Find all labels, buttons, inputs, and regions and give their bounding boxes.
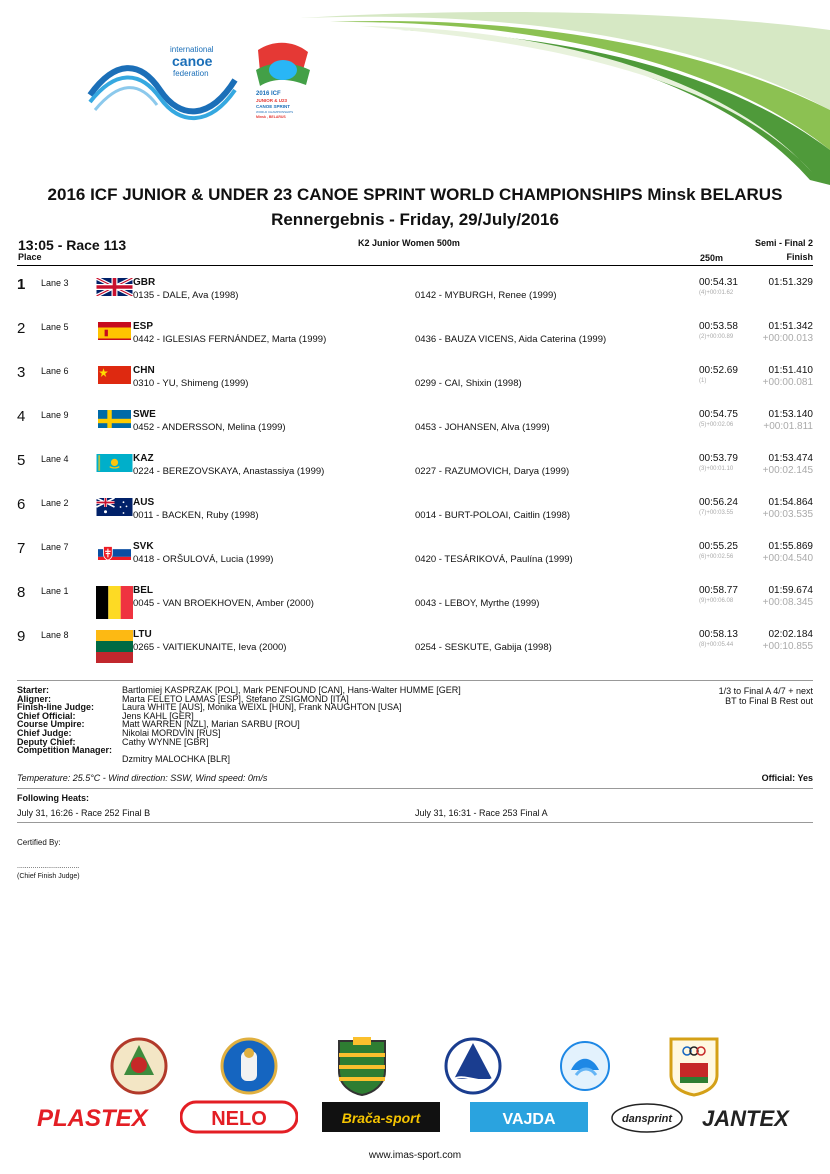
result-time-250m: 00:54.75 [699, 409, 738, 420]
crest-3-icon [333, 1035, 391, 1097]
result-time-250m: 00:52.69 [699, 365, 738, 376]
result-lane: Lane 5 [41, 322, 69, 332]
header-divider [17, 265, 813, 266]
chief-finish-judge-label: (Chief Finish Judge) [17, 873, 80, 880]
result-row [0, 320, 830, 364]
result-athlete-2: 0227 - RAZUMOVICH, Darya (1999) [415, 466, 570, 477]
following-heats-title: Following Heats: [17, 793, 89, 803]
result-country: KAZ [133, 453, 154, 464]
result-rank: 3 [17, 364, 26, 381]
column-header-finish: Finish [786, 252, 813, 262]
chn-flag-icon [96, 366, 133, 384]
sponsor-nelo-logo [180, 1100, 298, 1134]
crest-2-icon [220, 1035, 278, 1097]
event-name: K2 Junior Women 500m [358, 238, 460, 248]
result-athlete-1: 0452 - ANDERSSON, Melina (1999) [133, 422, 286, 433]
result-split-rank-250m: (9)+00:06.08 [699, 598, 734, 604]
result-split-rank-250m: (2)+00:00.89 [699, 334, 734, 340]
result-finish-diff: +00:00.013 [762, 333, 813, 344]
value-chief-judge: Nikolai MORDVIN [RUS] [122, 727, 221, 738]
result-finish-diff: +00:00.081 [762, 377, 813, 388]
result-time-250m: 00:58.77 [699, 585, 738, 596]
result-athlete-1: 0045 - VAN BROEKHOVEN, Amber (2000) [133, 598, 314, 609]
gbr-flag-icon [96, 278, 133, 296]
esp-flag-icon [96, 322, 133, 340]
icf-logo-text-1: international [170, 45, 214, 54]
result-finish-diff: +00:02.145 [762, 465, 813, 476]
result-finish-diff: +00:04.540 [762, 553, 813, 564]
result-country: SVK [133, 541, 154, 552]
result-finish-time: 02:02.184 [768, 629, 813, 640]
result-row [0, 540, 830, 584]
result-country: SWE [133, 409, 156, 420]
crest-1-icon [110, 1035, 168, 1097]
following-heat-1: July 31, 16:26 - Race 252 Final B [17, 808, 151, 818]
icf-logo [85, 40, 240, 135]
result-split-rank-250m: (3)+00:01.10 [699, 466, 734, 472]
progression-line1: 1/3 to Final A 4/7 + next [718, 686, 813, 696]
weather-conditions: Temperature: 25.5°C - Wind direction: SSW, Wind speed: 0m/s [17, 773, 268, 783]
label-course-umpire: Course Umpire: [17, 719, 85, 730]
result-athlete-1: 0224 - BEREZOVSKAYA, Anastassiya (1999) [133, 466, 325, 477]
race-phase: Semi - Final 2 [754, 238, 813, 248]
sponsor-plastex-text: PLASTEX [37, 1105, 148, 1132]
ltu-flag-icon [96, 630, 133, 663]
result-time-250m: 00:56.24 [699, 497, 738, 508]
crest-4-icon [444, 1035, 502, 1097]
result-rank: 2 [17, 320, 26, 337]
result-time-250m: 00:58.13 [699, 629, 738, 640]
result-lane: Lane 9 [41, 410, 69, 420]
conditions-divider [17, 788, 813, 789]
results-bottom-divider [17, 680, 813, 681]
progression-rules [719, 686, 813, 706]
result-rank: 9 [17, 628, 26, 645]
column-header-place: Place [18, 252, 42, 262]
result-finish-time: 01:51.410 [768, 365, 813, 376]
certified-by-label: Certified By: [17, 838, 61, 847]
label-chief-judge: Chief Judge: [17, 727, 72, 738]
result-athlete-1: 0442 - IGLESIAS FERNÁNDEZ, Marta (1999) [133, 334, 327, 345]
result-lane: Lane 7 [41, 542, 69, 552]
document-subtitle: Rennergebnis - Friday, 29/July/2016 [271, 210, 559, 229]
result-row [0, 628, 830, 672]
crest-6-icon [665, 1035, 723, 1097]
result-athlete-2: 0254 - SESKUTE, Gabija (1998) [415, 642, 552, 653]
signature-line: ................................ [17, 863, 80, 870]
officials-labels [17, 686, 112, 755]
result-athlete-2: 0014 - BURT-POLOAI, Caitlin (1998) [415, 510, 571, 521]
result-split-rank-250m: (5)+00:02.06 [699, 422, 734, 428]
result-rank: 6 [17, 496, 26, 513]
result-athlete-2: 0142 - MYBURGH, Renee (1999) [415, 290, 557, 301]
race-time-number: 13:05 - Race 113 [18, 237, 127, 253]
result-row [0, 452, 830, 496]
event-logo-line5: Minsk , BELARUS [256, 115, 286, 119]
result-split-rank-250m: (7)+00:03.55 [699, 510, 734, 516]
result-lane: Lane 3 [41, 278, 69, 288]
sponsor-vajda-text: VAJDA [502, 1111, 556, 1128]
result-athlete-1: 0310 - YU, Shimeng (1999) [133, 378, 249, 389]
sponsor-vajda-logo [470, 1100, 588, 1134]
document-title: 2016 ICF JUNIOR & UNDER 23 CANOE SPRINT WORLD CHAMPIONSHIPS Minsk BELARUS [47, 185, 783, 204]
result-finish-time: 01:55.869 [768, 541, 813, 552]
value-deputy-chief: Cathy WYNNE [GBR] [122, 736, 209, 747]
footer-website[interactable]: www.imas-sport.com [368, 1150, 462, 1161]
sponsor-dansprint-text: dansprint [621, 1113, 673, 1125]
result-time-250m: 00:53.79 [699, 453, 738, 464]
sponsor-braca-logo [322, 1100, 440, 1134]
value-chief-official: Jens KAHL [GER] [122, 710, 194, 721]
result-country: BEL [133, 585, 153, 596]
result-finish-time: 01:53.474 [768, 453, 813, 464]
result-country: LTU [133, 629, 152, 640]
icf-logo-text-2: canoe [172, 53, 213, 69]
result-finish-time: 01:54.864 [768, 497, 813, 508]
result-time-250m: 00:54.31 [699, 277, 738, 288]
result-athlete-2: 0420 - TESÁRIKOVÁ, Paulína (1999) [415, 554, 573, 565]
aus-flag-icon [96, 498, 133, 516]
value-aligner: Marta FELETO LAMAS [ESP], Stefano ZSIGMOND [ITA] [122, 693, 349, 704]
result-lane: Lane 2 [41, 498, 69, 508]
column-header-250m: 250m [700, 253, 724, 263]
sponsor-nelo-text: NELO [211, 1108, 267, 1130]
icf-logo-text-3: federation [173, 69, 209, 78]
result-split-rank-250m: (4)+00:01.62 [699, 290, 734, 296]
result-lane: Lane 8 [41, 630, 69, 640]
following-heat-2: July 31, 16:31 - Race 253 Final A [415, 808, 548, 818]
result-finish-time: 01:51.329 [768, 277, 813, 288]
result-row [0, 408, 830, 452]
result-athlete-1: 0011 - BACKEN, Ruby (1998) [133, 510, 259, 521]
sponsor-braca-text: Brača-sport [341, 1110, 421, 1126]
result-rank: 8 [17, 584, 26, 601]
value-finish-judge: Laura WHITE [AUS], Monika WEIXL [HUN], Frank NAUGHTON [USA] [122, 702, 402, 713]
result-time-250m: 00:55.25 [699, 541, 738, 552]
label-competition-manager: Competition Manager: [17, 745, 113, 756]
crest-5-icon [556, 1035, 614, 1097]
bel-flag-icon [96, 586, 133, 619]
result-rank: 1 [17, 276, 26, 293]
result-country: AUS [133, 497, 155, 508]
label-starter: Starter: [17, 685, 50, 695]
result-rank: 7 [17, 540, 26, 557]
result-finish-time: 01:53.140 [768, 409, 813, 420]
result-athlete-1: 0265 - VAITIEKUNAITE, Ieva (2000) [133, 642, 287, 653]
result-row [0, 364, 830, 408]
result-country: ESP [133, 321, 154, 332]
value-starter: Bartlomiej KASPRZAK [POL], Mark PENFOUND [CAN], Hans-Walter HUMME [GER] [122, 685, 461, 695]
result-row [0, 496, 830, 540]
result-row [0, 584, 830, 628]
event-logo-line2: JUNIOR & U23 [256, 98, 288, 103]
result-lane: Lane 1 [41, 586, 69, 596]
result-split-rank-250m: (8)+00:05.44 [699, 642, 734, 648]
following-divider [17, 822, 813, 823]
championship-logo [248, 40, 318, 130]
event-logo-line4: WORLD CHAMPIONSHIPS [256, 110, 294, 114]
result-athlete-2: 0043 - LEBOY, Myrthe (1999) [415, 598, 540, 609]
result-split-rank-250m: (1) [699, 378, 707, 384]
sponsor-jantex-logo [700, 1100, 795, 1134]
result-finish-diff: +00:08.345 [762, 597, 813, 608]
result-rank: 4 [17, 408, 26, 425]
result-athlete-2: 0299 - CAI, Shixin (1998) [415, 378, 522, 389]
officials-values [122, 686, 461, 755]
label-chief-official: Chief Official: [17, 710, 76, 721]
sponsor-plastex-logo [37, 1100, 157, 1134]
event-logo-line1: 2016 ICF [256, 91, 281, 97]
result-athlete-1: 0418 - ORŠULOVÁ, Lucia (1999) [133, 554, 274, 565]
sponsor-jantex-text: JANTEX [702, 1106, 789, 1131]
result-country: CHN [133, 365, 155, 376]
value-competition-manager: Dzmitry MALOCHKA [BLR] [122, 754, 231, 764]
result-athlete-2: 0453 - JOHANSEN, Alva (1999) [415, 422, 550, 433]
label-aligner: Aligner: [17, 693, 52, 704]
progression-line2: BT to Final B Rest out [725, 696, 813, 706]
label-deputy-chief: Deputy Chief: [17, 736, 76, 747]
label-finish-judge: Finish-line Judge: [17, 702, 95, 713]
result-country: GBR [133, 277, 156, 288]
official-status: Official: Yes [761, 773, 813, 783]
result-finish-diff: +00:01.811 [763, 421, 813, 432]
result-finish-time: 01:51.342 [768, 321, 813, 332]
result-lane: Lane 4 [41, 454, 69, 464]
result-finish-time: 01:59.674 [768, 585, 813, 596]
swe-flag-icon [96, 410, 133, 428]
result-row [0, 276, 830, 320]
svk-flag-icon [96, 542, 133, 560]
event-logo-line3: CANOE SPRINT [256, 104, 291, 109]
result-split-rank-250m: (6)+00:02.56 [699, 554, 734, 560]
result-rank: 5 [17, 452, 26, 469]
result-athlete-1: 0135 - DALE, Ava (1998) [133, 290, 239, 301]
result-finish-diff: +00:03.535 [762, 509, 813, 520]
value-course-umpire: Matt WARREN [NZL], Marian SARBU [ROU] [122, 719, 300, 730]
kaz-flag-icon [96, 454, 133, 472]
sponsor-dansprint-logo [610, 1100, 685, 1134]
result-lane: Lane 6 [41, 366, 69, 376]
result-time-250m: 00:53.58 [699, 321, 738, 332]
result-athlete-2: 0436 - BAUZA VICENS, Aida Caterina (1999) [415, 334, 607, 345]
result-finish-diff: +00:10.855 [762, 641, 813, 652]
